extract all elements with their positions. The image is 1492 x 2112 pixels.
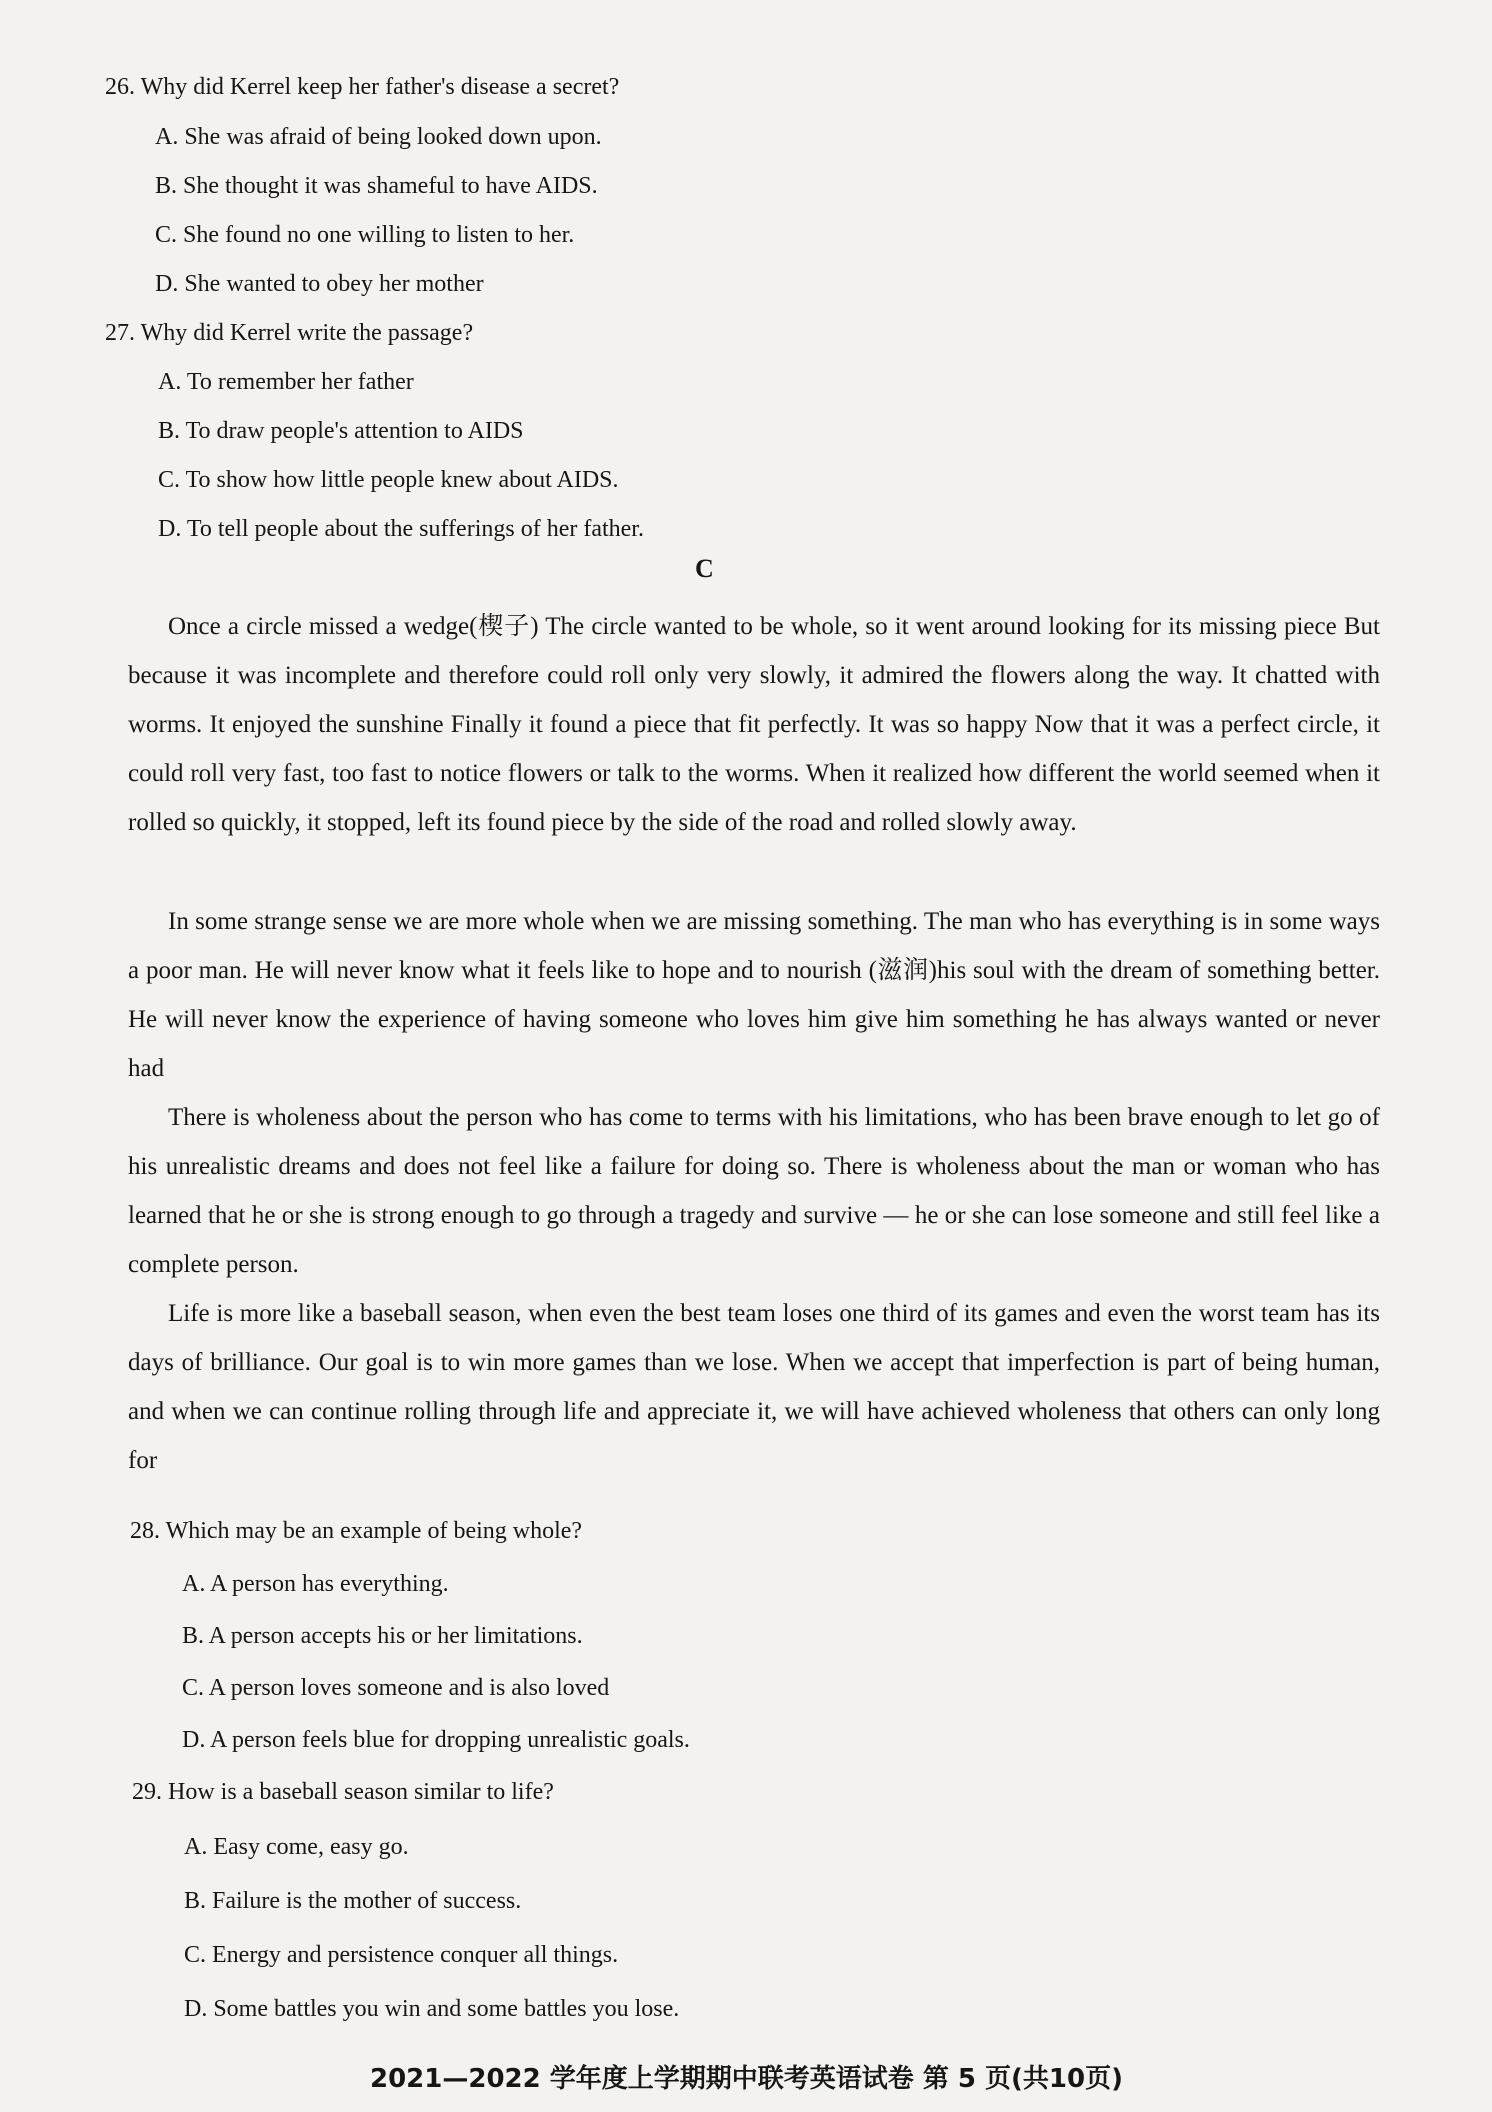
- question-29-stem: 29. How is a baseball season similar to life?: [132, 1779, 554, 1805]
- question-29-option-c: C. Energy and persistence conquer all things.: [184, 1942, 619, 1968]
- question-28-option-b: B. A person accepts his or her limitations.: [182, 1623, 583, 1649]
- question-27-stem: 27. Why did Kerrel write the passage?: [105, 320, 474, 346]
- question-26-option-a: A. She was afraid of being looked down upon.: [155, 124, 602, 150]
- question-28-stem: 28. Which may be an example of being whole?: [130, 1518, 583, 1544]
- question-26-option-d: D. She wanted to obey her mother: [155, 271, 484, 297]
- question-27-option-d: D. To tell people about the sufferings of her father.: [158, 516, 644, 542]
- page-footer: 2021—2022 学年度上学期期中联考英语试卷 第 5 页(共10页): [370, 2064, 1123, 2094]
- question-28-option-d: D. A person feels blue for dropping unrealistic goals.: [182, 1727, 690, 1753]
- question-29-option-a: A. Easy come, easy go.: [184, 1834, 409, 1860]
- question-27-option-a: A. To remember her father: [158, 369, 414, 395]
- passage-paragraph-3: There is wholeness about the person who has come to terms with his limitations, who has been brave enough to let go of his unrealistic dreams and does not feel like a failure for doing so. There is wholeness about the man or woman who has learned that he or she is strong enough to go through a tragedy and survive — he or she can lose someone and still feel like a complete person.: [128, 1104, 1380, 1278]
- section-c-heading: C: [695, 554, 714, 583]
- question-28-option-c: C. A person loves someone and is also loved: [182, 1675, 610, 1701]
- question-29-option-d: D. Some battles you win and some battles you lose.: [184, 1996, 680, 2022]
- question-26-option-c: C. She found no one willing to listen to her.: [155, 222, 575, 248]
- question-28-option-a: A. A person has everything.: [182, 1571, 449, 1597]
- passage-paragraph-1: Once a circle missed a wedge(楔子) The circle wanted to be whole, so it went around looking for its missing piece But because it was incomplete and therefore could roll only very slowly, it admired the flowers along the way. It chatted with worms. It enjoyed the sunshine Finally it found a piece that fit perfectly. It was so happy Now that it was a perfect circle, it could roll very fast, too fast to notice flowers or talk to the worms. When it realized how different the world seemed when it rolled so quickly, it stopped, left its found piece by the side of the road and rolled slowly away.: [128, 613, 1380, 836]
- passage-paragraph-4: Life is more like a baseball season, when even the best team loses one third of its games and even the worst team has its days of brilliance. Our goal is to win more games than we lose. When we accept that imperfection is part of being human, and when we can continue rolling through life and appreciate it, we will have achieved wholeness that others can only long for: [128, 1300, 1380, 1474]
- passage-paragraph-2: In some strange sense we are more whole when we are missing something. The man who has everything is in some ways a poor man. He will never know what it feels like to hope and to nourish (滋润)his soul with the dream of something better. He will never know the experience of having someone who loves him give him something he has always wanted or never had: [128, 908, 1380, 1082]
- question-29-option-b: B. Failure is the mother of success.: [184, 1888, 522, 1914]
- question-26-stem: 26. Why did Kerrel keep her father's disease a secret?: [105, 74, 620, 100]
- question-27-option-b: B. To draw people's attention to AIDS: [158, 418, 524, 444]
- question-27-option-c: C. To show how little people knew about AIDS.: [158, 467, 619, 493]
- question-26-option-b: B. She thought it was shameful to have AIDS.: [155, 173, 598, 199]
